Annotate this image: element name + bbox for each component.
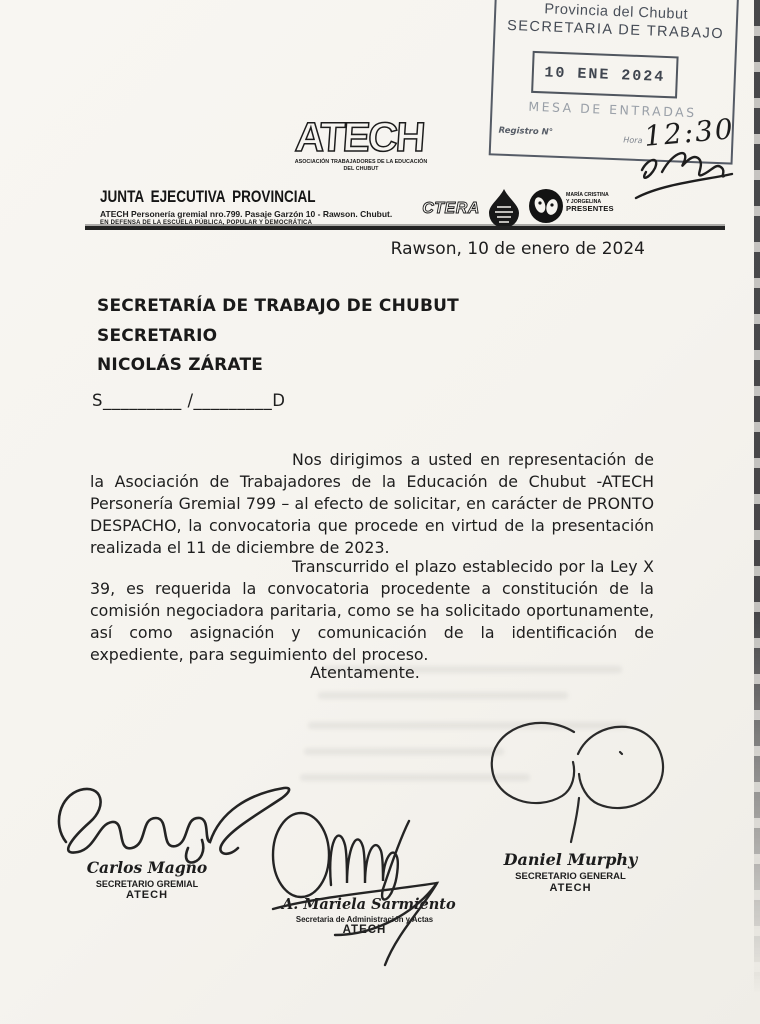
signature-stroke-carlos-magno bbox=[52, 772, 297, 872]
atech-logo-icon bbox=[291, 114, 431, 160]
presentes-faces-logo-icon bbox=[528, 188, 564, 224]
presentes-line1: MARÍA CRISTINA bbox=[566, 192, 609, 198]
signer-title: Secretaria de Administración y Actas bbox=[295, 915, 434, 924]
letterhead-block bbox=[100, 188, 410, 226]
stamp-province: Provincia del Chubut bbox=[544, 1, 689, 23]
ctera-logo-text: CTERA bbox=[422, 200, 480, 217]
stamp-desk: MESA DE ENTRADAS bbox=[528, 98, 697, 121]
ctera-logo-icon bbox=[421, 195, 481, 219]
signer-org: ATECH bbox=[549, 882, 592, 894]
salutation-line: S_________ /_________D bbox=[92, 391, 286, 410]
scan-edge-artifact bbox=[754, 0, 760, 1024]
junta-title: JUNTA EJECUTIVA PROVINCIAL bbox=[100, 188, 316, 206]
bleedthrough-mark bbox=[318, 692, 568, 699]
signer-name: Carlos Magno bbox=[86, 858, 208, 877]
signer-org: ATECH bbox=[125, 889, 169, 901]
signer-org: ATECH bbox=[342, 924, 387, 936]
signer-name: A. Mariela Sarmiento bbox=[282, 896, 456, 913]
union-address: ATECH Personería gremial nro.799. Pasaje Garzón 10 - Rawson. Chubut. bbox=[100, 209, 393, 219]
logo-caption-line1: ASOCIACIÓN TRABAJADORES DE LA EDUCACIÓN bbox=[294, 159, 428, 165]
recipient-org: SECRETARÍA DE TRABAJO DE CHUBUT bbox=[97, 296, 459, 316]
signer-name: Daniel Murphy bbox=[503, 850, 638, 869]
handwritten-time: 12:30 bbox=[642, 112, 736, 153]
body-paragraph-2: Transcurrido el plazo establecido por la Ley X 39, es requerida la convocatoria procedente a constitución de la comisión negociadora paritaria, como se ha solicitado oportunamente, así como asignación y comunicación de la identificación de expediente, para seguimiento del proceso. bbox=[90, 557, 654, 664]
signature-stroke-mariela-sarmiento bbox=[265, 793, 456, 975]
signer-title: SECRETARIO GENERAL bbox=[515, 871, 626, 882]
signer-title: SECRETARIO GREMIAL bbox=[95, 879, 199, 889]
presentes-line3: PRESENTES bbox=[566, 204, 614, 213]
body-paragraph-1: Nos dirigimos a usted en representación de la Asociación de Trabajadores de la Educación de Chubut -ATECH Personería Gremial 799 – al efecto de solicitar, en carácter de PRONTO DESPACHO, la convocatoria que procede en virtud de la presentación realizada el 11 de diciembre de 2023. bbox=[90, 450, 654, 557]
atech-logo-caption bbox=[291, 159, 431, 173]
recipient-role: SECRETARIO bbox=[97, 325, 218, 346]
letterhead-rule bbox=[85, 226, 725, 230]
stamp-registro-label: Registro N° bbox=[498, 125, 554, 138]
union-motto: EN DEFENSA DE LA ESCUELA PÚBLICA, POPULAR Y DEMOCRÁTICA bbox=[100, 220, 313, 226]
signature-stroke-daniel-murphy bbox=[472, 716, 687, 856]
recipient-block bbox=[97, 292, 459, 381]
stamp-office: SECRETARIA DE TRABAJO bbox=[506, 17, 725, 43]
atech-logo-text: ATECH bbox=[293, 114, 426, 160]
stamp-hora-label: Hora bbox=[623, 135, 643, 146]
presentes-line2: Y JORGELINA bbox=[566, 198, 602, 205]
signature-block-daniel-murphy bbox=[503, 850, 638, 894]
handwritten-initials-scribble bbox=[632, 144, 742, 218]
water-drop-logo-icon bbox=[487, 187, 521, 227]
dateline: Rawson, 10 de enero de 2024 bbox=[390, 239, 645, 259]
recipient-name: NICOLÁS ZÁRATE bbox=[97, 355, 264, 375]
stamp-date-box: 10 ENE 2024 bbox=[531, 51, 679, 99]
closing-line: Atentamente. bbox=[310, 663, 420, 682]
signature-block-carlos-magno bbox=[72, 858, 222, 901]
logo-caption-line2: DEL CHUBUT bbox=[343, 166, 379, 172]
presentes-caption bbox=[566, 192, 618, 213]
